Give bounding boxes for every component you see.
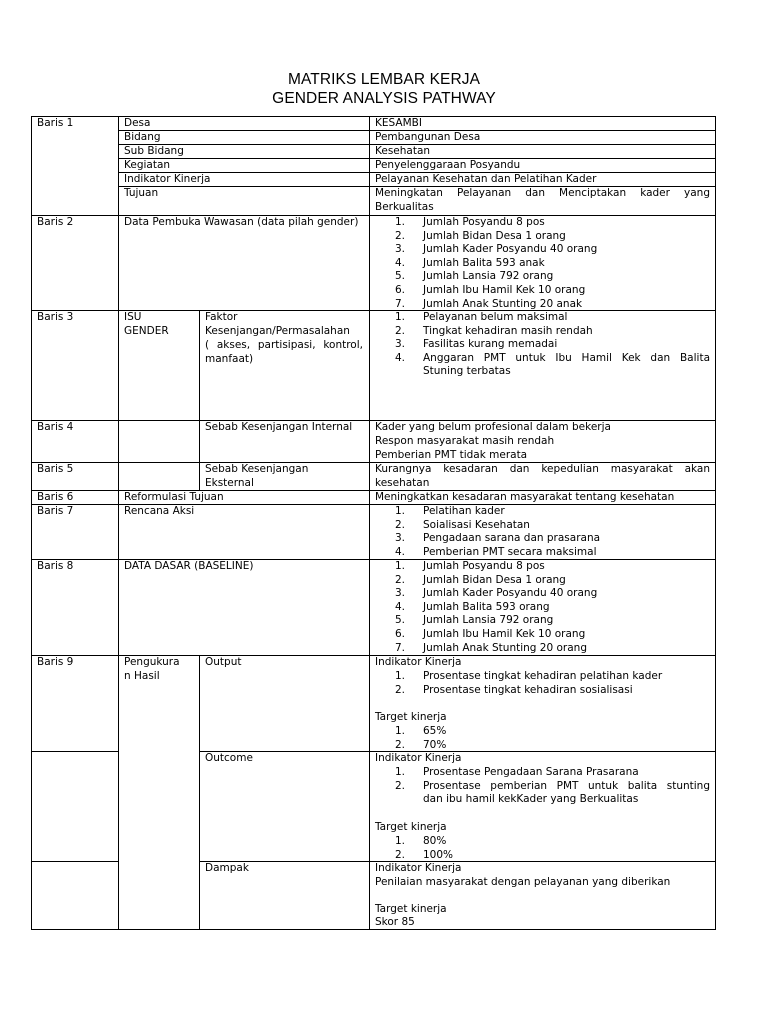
pengukuran-hasil-line2: n Hasil	[124, 670, 160, 682]
row-label-baris-2: Baris 2	[37, 216, 74, 228]
list-item: 2. 100%	[395, 848, 454, 861]
list-item: 7. Jumlah Anak Stunting 20 orang	[395, 641, 587, 654]
list-item: 4. Jumlah Balita 593 orang	[395, 600, 550, 613]
field-outcome: Outcome	[205, 752, 253, 764]
value-bidang: Pembangunan Desa	[375, 131, 481, 143]
list-item: 5. Jumlah Lansia 792 orang	[395, 270, 554, 283]
page-title: MATRIKS LEMBAR KERJA	[287, 71, 481, 88]
list-item: 4. Pemberian PMT secara maksimal	[395, 545, 597, 558]
list-item: 6. Jumlah Ibu Hamil Kek 10 orang	[395, 283, 586, 296]
list-item: 2. Jumlah Bidan Desa 1 orang	[395, 229, 566, 242]
list-item: 2. Soialisasi Kesehatan	[395, 518, 530, 531]
list-item: 5. Jumlah Lansia 792 orang	[395, 614, 554, 627]
list-item: 1. Jumlah Posyandu 8 pos	[395, 216, 545, 228]
field-indikator-kinerja: Indikator Kinerja	[124, 173, 211, 185]
output-indikator-label: Indikator Kinerja	[375, 656, 462, 668]
list-item: 2. Tingkat kehadiran masih rendah	[395, 324, 593, 337]
field-desa: Desa	[124, 117, 151, 129]
field-output: Output	[205, 656, 242, 668]
dampak-indikator-line: Penilaian masyarakat dengan pelayanan yang diberikan	[375, 876, 671, 888]
list-item: 3. Fasilitas kurang memadai	[395, 338, 558, 351]
field-dampak: Dampak	[205, 862, 249, 874]
output-target-label: Target kinerja	[375, 711, 447, 723]
value-sub-bidang: Kesehatan	[375, 145, 431, 157]
dampak-target-label: Target kinerja	[375, 903, 447, 915]
page-subtitle: GENDER ANALYSIS PATHWAY	[272, 90, 496, 107]
row-label-baris-4: Baris 4	[37, 421, 74, 433]
faktor-line3: ( akses, partisipasi, kontrol,	[205, 339, 363, 351]
value-tujuan-line1: Meningkatan Pelayanan dan Menciptakan kader yang	[375, 187, 710, 199]
list-item: 2. Prosentase tingkat kehadiran sosialisasi	[395, 683, 633, 696]
list-faktor-kesenjangan	[375, 311, 710, 379]
faktor-line2: Kesenjangan/Permasalahan	[205, 325, 350, 337]
list-rencana-aksi	[375, 505, 710, 559]
list-item: 2. Jumlah Bidan Desa 1 orang	[395, 573, 566, 586]
row-label-baris-8: Baris 8	[37, 560, 74, 572]
list-outcome-target	[375, 835, 710, 862]
value-indikator-kinerja: Pelayanan Kesehatan dan Pelatihan Kader	[375, 173, 597, 185]
list-item: 3. Pengadaan sarana dan prasarana	[395, 532, 601, 545]
value-tujuan-line2: Berkualitas	[375, 201, 434, 213]
list-item: 2. 70%	[395, 738, 447, 751]
field-reformulasi-tujuan: Reformulasi Tujuan	[124, 491, 224, 503]
faktor-line4: manfaat)	[205, 353, 254, 365]
value-kegiatan: Penyelenggaraan Posyandu	[375, 159, 521, 171]
list-item: 3. Jumlah Kader Posyandu 40 orang	[395, 587, 598, 600]
list-outcome-indikator	[375, 766, 710, 807]
pengukuran-hasil-line1: Pengukura	[124, 656, 180, 668]
list-data-dasar	[375, 560, 710, 655]
sebab-internal-line2: Respon masyarakat masih rendah	[375, 435, 555, 447]
list-item: 6. Jumlah Ibu Hamil Kek 10 orang	[395, 627, 586, 640]
value-desa: KESAMBI	[375, 117, 422, 129]
field-sub-bidang: Sub Bidang	[124, 145, 184, 157]
field-tujuan: Tujuan	[124, 187, 159, 199]
isu-gender-line2: GENDER	[124, 325, 169, 337]
field-bidang: Bidang	[124, 131, 161, 143]
list-item: 1. Jumlah Posyandu 8 pos	[395, 560, 545, 572]
field-data-pembuka-wawasan: Data Pembuka Wawasan (data pilah gender)	[124, 216, 359, 228]
faktor-line1: Faktor	[205, 311, 238, 323]
dampak-target-value: Skor 85	[375, 916, 415, 928]
outcome-indikator-label: Indikator Kinerja	[375, 752, 462, 764]
field-data-dasar: DATA DASAR (BASELINE)	[124, 560, 254, 572]
list-item: 7. Jumlah Anak Stunting 20 anak	[395, 297, 583, 310]
field-kegiatan: Kegiatan	[124, 159, 171, 171]
sebab-eksternal-line2: kesehatan	[375, 477, 430, 489]
list-item: 4. Jumlah Balita 593 anak	[395, 256, 545, 269]
list-output-indikator	[375, 670, 710, 697]
list-item: 1. Prosentase tingkat kehadiran pelatihan kader	[395, 670, 663, 682]
sebab-internal-line3: Pemberian PMT tidak merata	[375, 449, 528, 461]
row-label-baris-9: Baris 9	[37, 656, 74, 668]
row-label-baris-3: Baris 3	[37, 311, 74, 323]
list-item: 1. Pelatihan kader	[395, 505, 505, 517]
list-item: 3. Jumlah Kader Posyandu 40 orang	[395, 243, 598, 256]
sebab-eksternal-line1: Kurangnya kesadaran dan kepedulian masyarakat akan	[375, 463, 710, 475]
list-item: 4. Anggaran PMT untuk Ibu Hamil Kek dan Balita Stuning terbatas	[395, 351, 710, 378]
row-label-baris-1: Baris 1	[37, 117, 74, 129]
field-sebab-eksternal-line1: Sebab Kesenjangan	[205, 463, 309, 475]
list-output-target	[375, 725, 710, 752]
value-reformulasi-tujuan: Meningkatkan kesadaran masyarakat tentang kesehatan	[375, 491, 675, 503]
field-sebab-internal: Sebab Kesenjangan Internal	[205, 421, 353, 433]
list-item: 1. Prosentase Pengadaan Sarana Prasarana	[395, 766, 639, 778]
row-label-baris-7: Baris 7	[37, 505, 74, 517]
sebab-internal-line1: Kader yang belum profesional dalam bekerja	[375, 421, 611, 433]
row-label-baris-5: Baris 5	[37, 463, 74, 475]
list-data-pembuka	[375, 216, 710, 311]
list-item: 1. Pelayanan belum maksimal	[395, 311, 568, 323]
list-item: 2. Prosentase pemberian PMT untuk balita stunting dan ibu hamil kekKader yang Berkualitas	[395, 779, 710, 806]
field-sebab-eksternal-line2: Eksternal	[205, 477, 254, 489]
list-item: 1. 65%	[395, 725, 447, 737]
list-item: 1. 80%	[395, 835, 447, 847]
field-rencana-aksi: Rencana Aksi	[124, 505, 195, 517]
dampak-indikator-label: Indikator Kinerja	[375, 862, 462, 874]
row-label-baris-6: Baris 6	[37, 491, 74, 503]
outcome-target-label: Target kinerja	[375, 821, 447, 833]
isu-gender-line1: ISU	[124, 311, 142, 323]
